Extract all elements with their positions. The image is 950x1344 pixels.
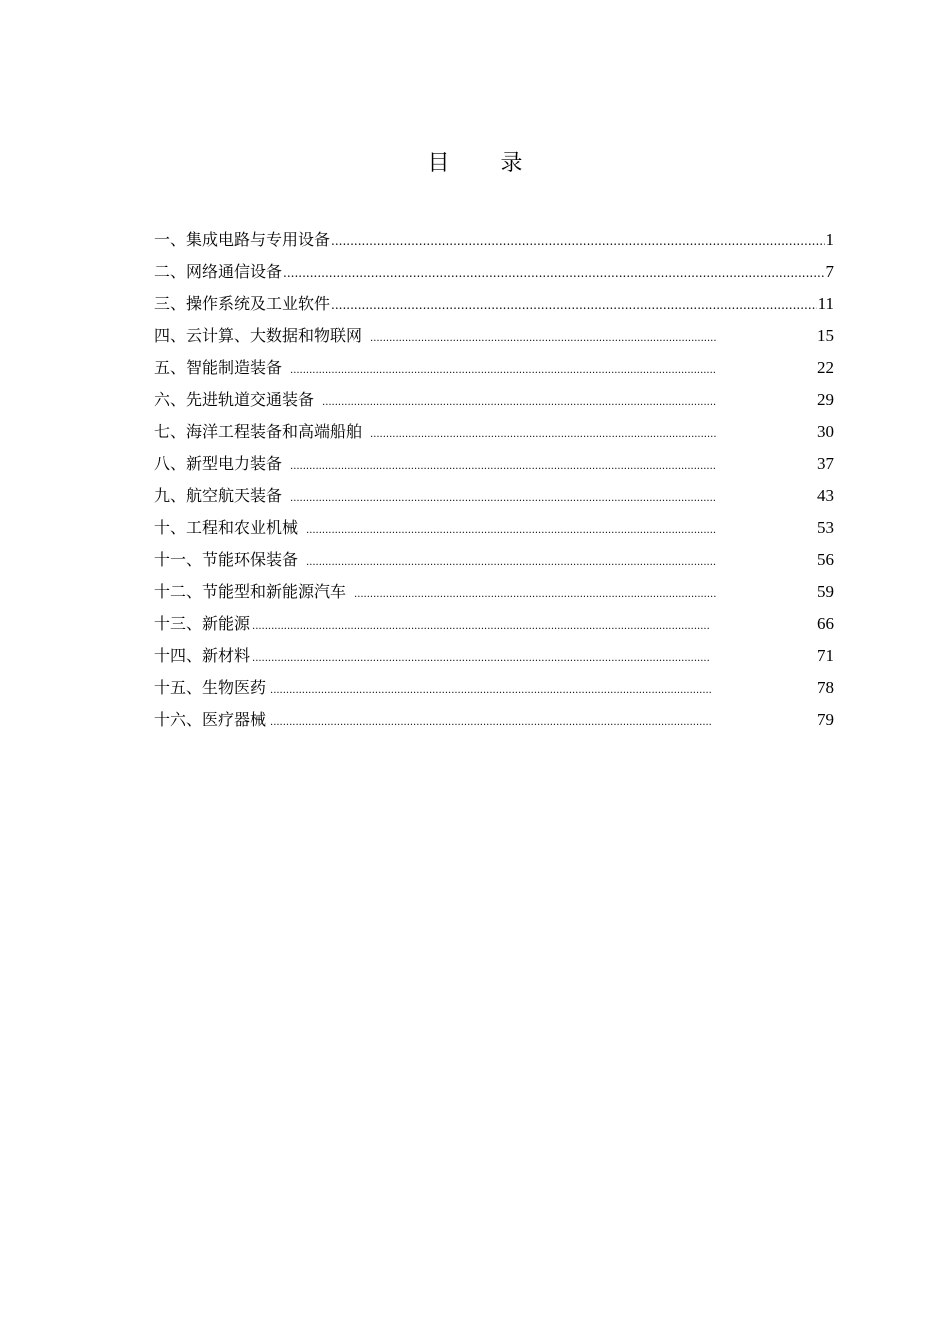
- toc-entry-page-number: 37: [817, 454, 834, 473]
- toc-entry-label: 十一、节能环保装备: [154, 550, 299, 569]
- toc-entry[interactable]: [154, 672, 834, 704]
- toc-entry-label: 十三、新能源: [154, 614, 251, 633]
- toc-entry[interactable]: [154, 480, 834, 512]
- toc-entry-label: 十六、医疗器械: [154, 710, 267, 729]
- toc-entry-label: 六、先进轨道交通装备: [154, 390, 315, 409]
- toc-entry-page-number: 78: [817, 678, 834, 697]
- toc-leader-dots: [252, 643, 710, 675]
- toc-leader-dots: [290, 355, 716, 387]
- toc-entry-label: 十、工程和农业机械: [154, 518, 299, 537]
- toc-entry[interactable]: [154, 448, 834, 480]
- toc-entry[interactable]: [154, 608, 834, 640]
- toc-entry[interactable]: [154, 288, 834, 320]
- toc-leader-dots: [370, 419, 716, 451]
- toc-entry-page-number: 29: [817, 390, 834, 409]
- toc-entry-page-number: 71: [817, 646, 834, 665]
- toc-entry[interactable]: [154, 224, 834, 256]
- toc-leader-dots: [370, 323, 716, 355]
- toc-entry[interactable]: [154, 256, 834, 288]
- toc-title: 目 录: [427, 151, 545, 176]
- toc-leader-dots: [270, 707, 712, 739]
- toc-entry-page-number: 15: [817, 326, 834, 345]
- toc-leader-dots: [290, 483, 716, 515]
- toc-entry-page-number: 56: [817, 550, 834, 569]
- toc-entry-page-number: 11: [817, 294, 834, 313]
- toc-entry-label: 九、航空航天装备: [154, 486, 283, 505]
- toc-leader-dots: [306, 547, 716, 579]
- toc-entry-label: 十五、生物医药: [154, 678, 267, 697]
- toc-entry-label: 二、网络通信设备: [154, 262, 283, 281]
- toc-entry-page-number: 22: [817, 358, 834, 377]
- toc-entry-label: 三、操作系统及工业软件: [154, 294, 331, 313]
- toc-entry-page-number: 1: [825, 230, 834, 249]
- toc-entry[interactable]: [154, 352, 834, 384]
- table-of-contents: [154, 224, 834, 736]
- toc-entry-label: 十二、节能型和新能源汽车: [154, 582, 347, 601]
- toc-entry-label: 十四、新材料: [154, 646, 251, 665]
- toc-entry-label: 七、海洋工程装备和高端船舶: [154, 422, 363, 441]
- toc-entry[interactable]: [154, 384, 834, 416]
- toc-leader-dots: [322, 387, 716, 419]
- toc-entry-label: 一、集成电路与专用设备: [154, 230, 331, 249]
- toc-leader-dots: [283, 257, 824, 289]
- toc-entry[interactable]: [154, 576, 834, 608]
- toc-entry-page-number: 43: [817, 486, 834, 505]
- toc-entry[interactable]: [154, 544, 834, 576]
- toc-entry[interactable]: [154, 416, 834, 448]
- toc-entry[interactable]: [154, 704, 834, 736]
- toc-entry-page-number: 66: [817, 614, 834, 633]
- toc-entry-page-number: 30: [817, 422, 834, 441]
- toc-entry-label: 五、智能制造装备: [154, 358, 283, 377]
- toc-entry-page-number: 7: [825, 262, 834, 281]
- toc-entry-page-number: 53: [817, 518, 834, 537]
- toc-leader-dots: [331, 289, 817, 321]
- toc-entry[interactable]: [154, 320, 834, 352]
- toc-entry[interactable]: [154, 640, 834, 672]
- toc-leader-dots: [290, 451, 716, 483]
- toc-entry[interactable]: [154, 512, 834, 544]
- toc-entry-page-number: 59: [817, 582, 834, 601]
- toc-leader-dots: [331, 225, 824, 257]
- toc-leader-dots: [354, 579, 716, 611]
- toc-leader-dots: [252, 611, 710, 643]
- toc-entry-label: 八、新型电力装备: [154, 454, 283, 473]
- toc-leader-dots: [306, 515, 716, 547]
- toc-entry-page-number: 79: [817, 710, 834, 729]
- toc-entry-label: 四、云计算、大数据和物联网: [154, 326, 363, 345]
- toc-leader-dots: [270, 675, 712, 707]
